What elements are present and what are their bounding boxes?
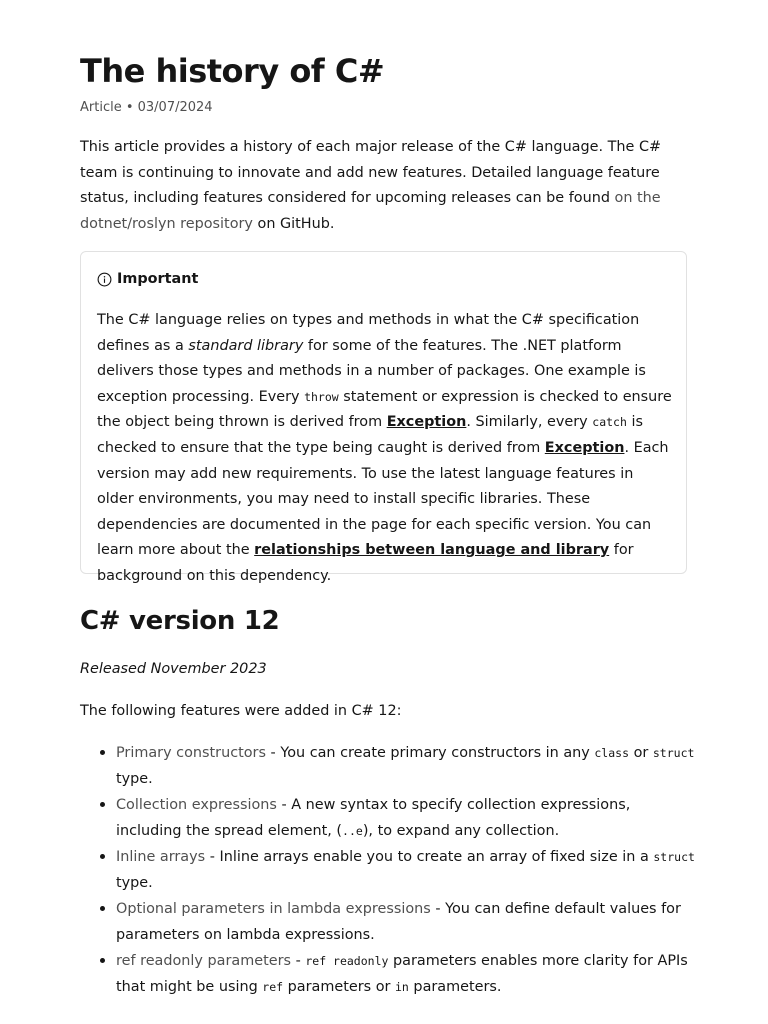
exception-link-2[interactable]: Exception	[544, 439, 625, 456]
info-icon	[97, 272, 112, 287]
catch-keyword: catch	[592, 415, 627, 430]
exception-link[interactable]: Exception	[386, 414, 467, 431]
feature-text: parameters enables more clarity for APIs that might be using	[116, 953, 688, 995]
relationships-link[interactable]: relationships between language and library	[254, 542, 610, 559]
feature-text: - You can create primary constructors in any	[265, 745, 595, 761]
section-heading-version-12: C# version 12	[80, 606, 280, 636]
spread-element-code: ..e	[342, 824, 363, 838]
important-text: for background on this dependency.	[97, 542, 634, 584]
feature-item	[116, 896, 695, 948]
important-text: The C# language relies on types and methods in what the C# specification defines as a	[97, 312, 640, 354]
ref-readonly-params-link[interactable]: ref readonly parameters	[116, 953, 291, 969]
feature-text: - You can define default values for parameters on lambda expressions.	[116, 901, 681, 943]
important-header	[97, 271, 198, 287]
important-text: for some of the features. The .NET platform delivers those types and methods in a number of packages. One example is exception processing. Every	[97, 337, 646, 405]
struct-keyword: struct	[652, 746, 695, 760]
primary-constructors-link[interactable]: Primary constructors	[116, 745, 266, 761]
feature-text: parameters or	[283, 979, 395, 995]
feature-text: - A new syntax to specify collection expressions, including the spread element, (	[116, 797, 631, 839]
article-meta: Article • 03/07/2024	[80, 100, 213, 115]
feature-text: or	[629, 745, 653, 761]
optional-lambda-params-link[interactable]: Optional parameters in lambda expressions	[116, 901, 431, 917]
class-keyword: class	[594, 746, 629, 760]
important-callout	[80, 251, 687, 584]
feature-text: ), to expand any collection.	[362, 823, 560, 839]
important-text: . Similarly, every	[466, 414, 593, 431]
feature-text: - Inline arrays enable you to create an array of fixed size in a	[205, 849, 654, 865]
page-title: The history of C#	[80, 52, 385, 90]
feature-text: parameters.	[408, 979, 502, 995]
important-text: . Each version may add new requirements. To use the latest language features in older environments, you may need to install specific libraries. These dependencies are documented in the page for each specific version. You can learn more about the	[97, 439, 669, 559]
roslyn-repo-link[interactable]: on the dotnet/roslyn repository	[80, 190, 661, 232]
important-body	[97, 308, 673, 590]
in-keyword: in	[395, 980, 409, 994]
feature-item	[116, 740, 695, 792]
features-intro: The following features were added in C# 12:	[80, 703, 402, 719]
feature-text: -	[291, 953, 306, 969]
ref-keyword: ref	[262, 980, 284, 994]
important-label: Important	[117, 271, 199, 287]
ref-readonly-keyword: ref readonly	[305, 954, 389, 968]
release-date: Released November 2023	[80, 661, 267, 677]
important-text: statement or expression is checked to ensure the object being thrown is derived from	[97, 388, 672, 431]
important-text: is checked to ensure that the type being caught is derived from	[97, 414, 643, 456]
throw-keyword: throw	[304, 389, 339, 404]
inline-arrays-link[interactable]: Inline arrays	[116, 849, 206, 865]
intro-paragraph	[80, 135, 690, 237]
feature-item	[116, 792, 695, 844]
feature-text: type.	[116, 771, 153, 787]
feature-item	[116, 844, 695, 896]
struct-keyword: struct	[653, 850, 695, 864]
intro-text-2: on GitHub.	[252, 215, 335, 232]
collection-expressions-link[interactable]: Collection expressions	[116, 797, 277, 813]
feature-text: type.	[116, 875, 153, 891]
intro-text-1: This article provides a history of each major release of the C# language. The C# team is continuing to innovate and add new features. Detailed language feature status, including features considered for upcoming releases can be found	[80, 139, 662, 206]
feature-list	[80, 740, 695, 1000]
standard-library-emphasis: standard library	[188, 337, 304, 354]
feature-item	[116, 948, 695, 1000]
